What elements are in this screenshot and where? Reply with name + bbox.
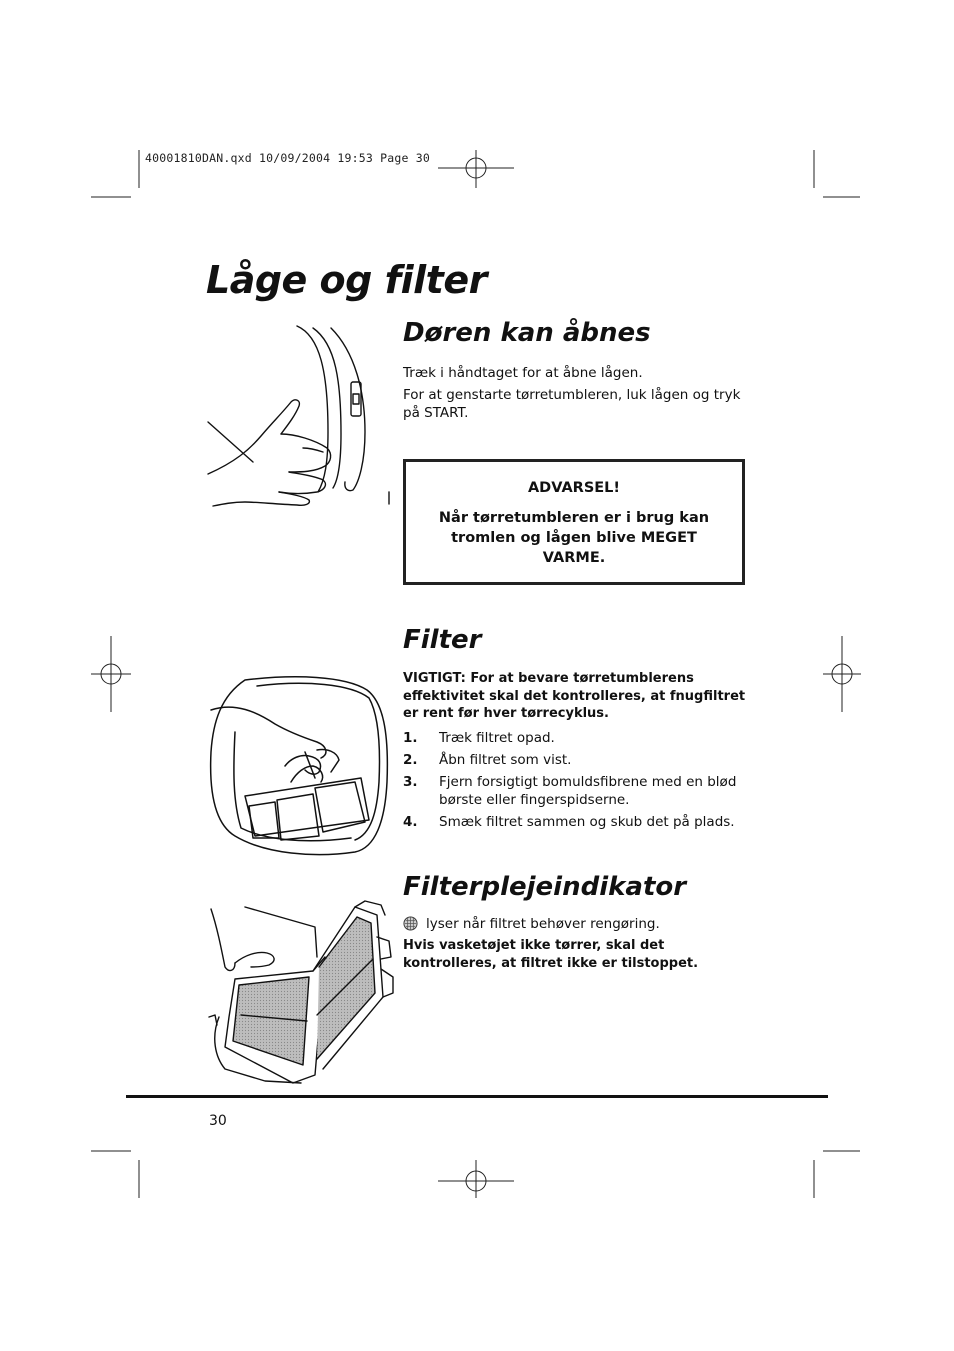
filter-important-note: VIGTIGT: For at bevare tørretumblerens effektivitet skal det kontrolleres, at fnugfiltret er rent før hver tørrecyklus. [403, 671, 746, 721]
filter-removal-illustration [205, 672, 395, 857]
filter-steps-list [403, 729, 748, 831]
filter-instructions [403, 670, 748, 835]
registration-mark-top [438, 150, 514, 188]
step-number: 4. [403, 813, 418, 830]
indicator-line-1 [403, 915, 748, 933]
filter-step-3 [403, 773, 748, 809]
page-number: 30 [209, 1113, 227, 1129]
indicator-instructions [403, 915, 748, 972]
file-slug: 40001810DAN.qxd 10/09/2004 19:53 Page 30 [145, 151, 430, 165]
step-text: Fjern forsigtigt bomuldsfibrene med en blød børste eller fingerspidserne. [439, 773, 737, 808]
indicator-line-1-text: lyser når filtret behøver rengøring. [426, 916, 660, 932]
filter-step-2 [403, 751, 748, 769]
filter-open-illustration [205, 897, 395, 1082]
step-text: Smæk filtret sammen og skub det på plads. [439, 813, 735, 830]
filter-step-1 [403, 729, 748, 747]
step-text: Åbn filtret som vist. [439, 751, 572, 768]
registration-mark-right [823, 636, 861, 712]
registration-mark-left [91, 636, 131, 712]
filter-step-4 [403, 813, 748, 831]
warning-message: Når tørretumbleren er i brug kan tromlen og lågen blive MEGET VARME. [438, 510, 710, 566]
door-heading: Døren kan åbnes [403, 318, 651, 348]
step-text: Træk filtret opad. [439, 729, 555, 746]
indicator-heading: Filterplejeindikator [403, 872, 687, 902]
warning-box [403, 459, 745, 585]
footer-rule [126, 1095, 828, 1098]
warning-title: ADVARSEL! [527, 480, 621, 496]
filter-indicator-icon [403, 916, 418, 931]
step-number: 2. [403, 751, 418, 768]
door-paragraph-1: Træk i håndtaget for at åbne lågen. [403, 365, 643, 381]
page-title: Låge og filter [206, 258, 487, 302]
indicator-line-2: Hvis vasketøjet ikke tørrer, skal det kontrolleres, at filtret ikke er tilstoppet. [403, 938, 699, 971]
door-paragraph-2: For at genstarte tørretumbleren, luk lågen og tryk på START. [403, 387, 741, 421]
door-instructions [403, 364, 748, 422]
step-number: 3. [403, 773, 418, 790]
door-handle-illustration [205, 322, 395, 507]
filter-heading: Filter [403, 625, 482, 655]
registration-mark-bottom [438, 1160, 514, 1198]
step-number: 1. [403, 729, 418, 746]
